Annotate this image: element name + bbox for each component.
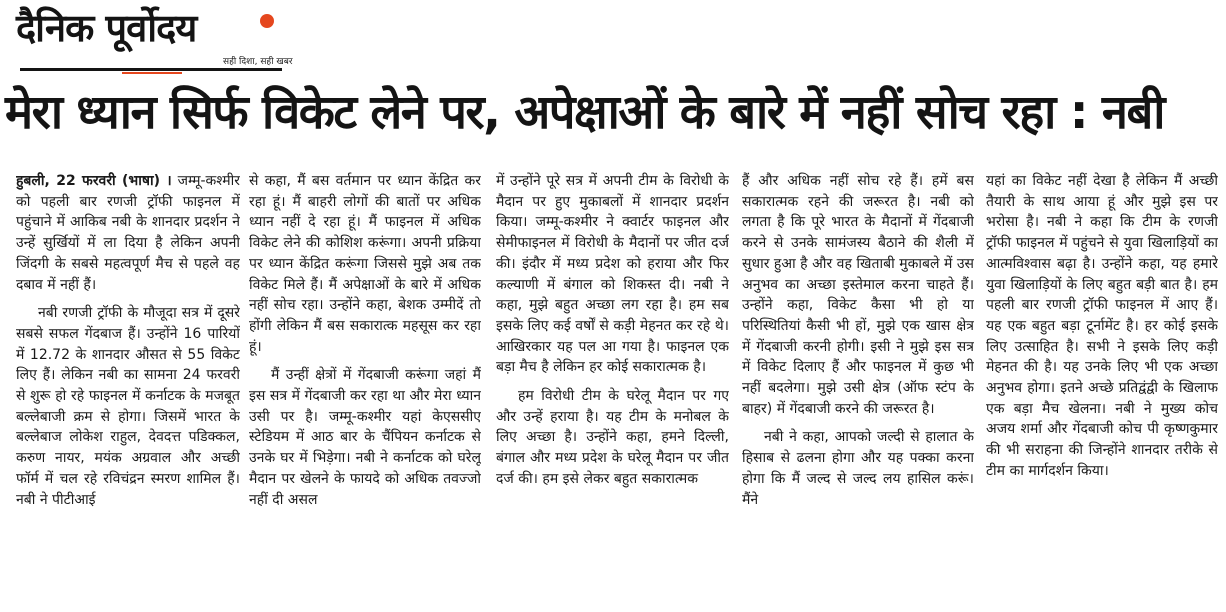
paragraph: में उन्होंने पूरे सत्र में अपनी टीम के विरोधी के मैदान पर हुए मुकाबलों में शानदार प्रदर्शन किया। जम्मू-कश्मीर ने क्वार्टर फाइनल और सेमीफाइनल में विरोधी के मैदानों पर जीत दर्ज की। इंदौर में मध्य प्रदेश को हराया और फिर कल्याणी में बंगाल को शिकस्त दी। नबी ने कहा, मुझे बहुत अच्छा लग रहा है। हम सब इसके लिए कई वर्षों से कड़ी मेहनत कर रहे थे। आखिरकार यह पल आ गया है। फाइनल एक बड़ा मैच है लेकिन हर कोई सकारात्मक है। [496, 173, 729, 376]
article-column-5 [986, 171, 1218, 612]
article-column-1 [16, 171, 240, 612]
article-column-2 [249, 171, 481, 612]
paragraph: यहां का विकेट नहीं देखा है लेकिन मैं अच्छी तैयारी के साथ आया हूं और मुझे इस पर भरोसा है। नबी ने कहा कि टीम के रणजी ट्रॉफी फाइनल में पहुंचने से युवा खिलाड़ियों का आत्मविश्वास बढ़ा है। उन्होंने कहा, यह हमारे युवा खिलाड़ियों के लिए बहुत बड़ी बात है। हम पहली बार रणजी ट्रॉफी फाइनल में आए हैं। यह एक बहुत बड़ा टूर्नामेंट है। हर कोई इसके लिए उत्साहित है। सभी ने इसके लिए कड़ी मेहनत की है। यह उनके लिए भी एक अच्छा अनुभव होगा। इतने अच्छे प्रतिद्वंद्वी के खिलाफ एक बड़ा मैच खेलना। नबी ने मुख्य कोच अजय शर्मा और गेंदबाजी कोच पी कृष्णकुमार की भी सराहना की जिन्होंने शानदार तरीके से टीम का मार्गदर्शन किया। [986, 173, 1218, 479]
article-byline: हुबली, 22 फरवरी (भाषा) । [16, 173, 172, 189]
article-body [0, 171, 1226, 612]
paragraph: से कहा, मैं बस वर्तमान पर ध्यान केंद्रित कर रहा हूं। मैं बाहरी लोगों की बातों पर अधिक ध्यान नहीं दे रहा हूं। मैं फाइनल में अधिक विकेट लेने की कोशिश करूंगा। अपनी प्रक्रिया पर ध्यान केंद्रित करूंगा जिससे मुझे अब तक विकेट मिले हैं। मैं अपेक्षाओं के बारे में अधिक नहीं सोच रहा। उन्होंने कहा, बेशक उम्मीदें तो होंगी लेकिन मैं बस सकारात्क महसूस कर रहा हूं। [249, 173, 481, 355]
masthead [12, 2, 293, 70]
article-headline: मेरा ध्यान सिर्फ विकेट लेने पर, अपेक्षाओं के बारे में नहीं सोच रहा : नबी [5, 85, 1164, 140]
masthead-accent-rule [122, 72, 182, 74]
paragraph: हम विरोधी टीम के घरेलू मैदान पर गए और उन्हें हराया है। यह टीम के मनोबल के लिए अच्छा है। उन्होंने कहा, हमने दिल्ली, बंगाल और मध्य प्रदेश के घरेलू मैदान पर जीत दर्ज की। हम इसे लेकर बहुत सकारात्मक [496, 388, 729, 487]
paragraph: जम्मू-कश्मीर को पहली बार रणजी ट्रॉफी फाइनल में पहुंचाने में आकिब नबी के शानदार प्रदर्शन ने उन्हें सुर्खियों में ला दिया है लेकिन अपनी जिंदगी के सबसे महत्वपूर्ण मैच से पहले वह दबाव में नहीं हैं। [16, 173, 240, 293]
newspaper-tagline: सही दिशा, सही खबर [223, 57, 293, 67]
newspaper-logo: दैनिक पूर्वोदय [16, 6, 197, 50]
article-column-3 [496, 171, 729, 612]
paragraph: मैं उन्हीं क्षेत्रों में गेंदबाजी करूंगा जहां मैं इस सत्र में गेंदबाजी कर रहा था और मेरा ध्यान उसी पर है। जम्मू-कश्मीर यहां केएससीए स्टेडियम में आठ बार के चैंपियन कर्नाटक से उनके घर में भिड़ेगा। नबी ने कर्नाटक को घरेलू मैदान पर खेलने के फायदे को अधिक तवज्जो नहीं दी असल [249, 367, 481, 508]
masthead-rule [20, 68, 282, 71]
paragraph: नबी रणजी ट्रॉफी के मौजूदा सत्र में दूसरे सबसे सफल गेंदबाज हैं। उन्होंने 16 पारियों में 12.72 के शानदार औसत से 55 विकेट लिए हैं। लेकिन नबी का सामना 24 फरवरी से शुरू हो रहे फाइनल में कर्नाटक के मजबूत बल्लेबाजी क्रम से होगा। जिसमें भारत के बल्लेबाज लोकेश राहुल, देवदत्त पडिक्कल, करुण नायर, मयंक अग्रवाल और अच्छी फॉर्म में चल रहे रविचंद्रन स्मरण शामिल हैं। नबी ने पीटीआई [16, 305, 240, 508]
paragraph: नबी ने कहा, आपको जल्दी से हालात के हिसाब से ढलना होगा और यह पक्का करना होगा कि मैं जल्द से जल्द लय हासिल करूं। मैंने [742, 429, 974, 508]
sun-icon [260, 14, 274, 28]
paragraph: हैं और अधिक नहीं सोच रहे हैं। हमें बस सकारात्मक रहने की जरूरत है। नबी को लगता है कि पूरे भारत के मैदानों में गेंदबाजी करने से उनके सामंजस्य बैठाने की शैली में सुधार हुआ है और वह खिताबी मुकाबले में उस अनुभव का अच्छा इस्तेमाल करना चाहते हैं। उन्होंने कहा, विकेट कैसा भी हो या परिस्थितियां कैसी भी हों, मुझे एक खास क्षेत्र में गेंदबाजी करनी होगी। इसी ने मुझे इस सत्र में विकेट दिलाए हैं और फाइनल में कुछ भी नहीं बदलेगा। मुझे उसी क्षेत्र (ऑफ स्टंप के बाहर) में गेंदबाजी करने की जरूरत है। [742, 173, 974, 417]
article-column-4 [742, 171, 974, 612]
